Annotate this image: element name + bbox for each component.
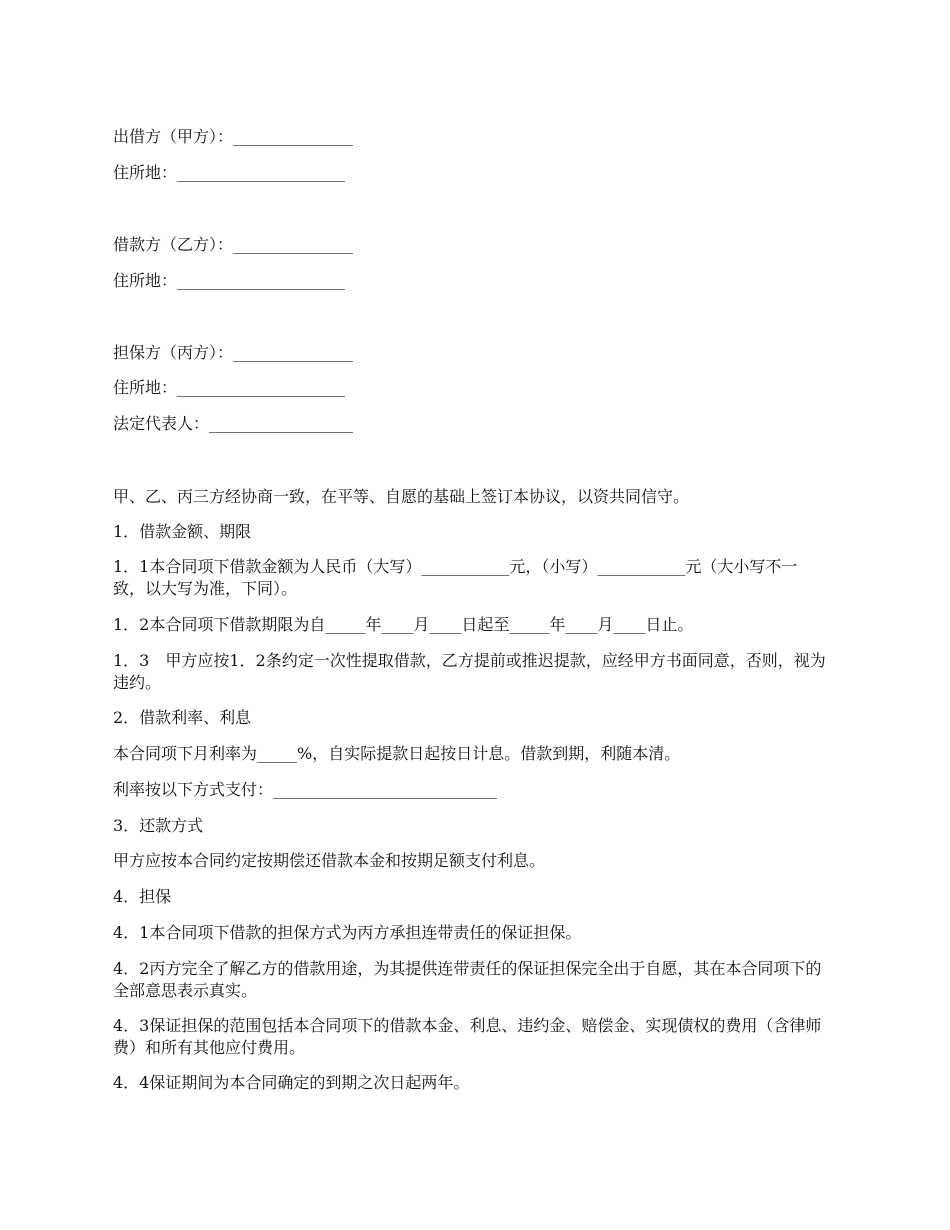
- section-3-title: 3．还款方式: [113, 816, 204, 835]
- section-2-title: 2．借款利率、利息: [113, 708, 252, 727]
- preamble: 甲、乙、丙三方经协商一致，在平等、自愿的基础上签订本协议，以资共同信守。: [113, 487, 690, 506]
- clause-4-1: 4．1本合同项下借款的担保方式为丙方承担连带责任的保证担保。: [113, 923, 582, 942]
- guarantor-line: 担保方（丙方）：_______________: [113, 343, 354, 362]
- legal-representative-line: 法定代表人：__________________: [113, 414, 354, 433]
- clause-2-1: 本合同项下月利率为_____%，自实际提款日起按日计息。借款到期，利随本清。: [113, 744, 681, 763]
- clause-4-2: 4．2丙方完全了解乙方的借款用途，为其提供连带责任的保证担保完全出于自愿，其在本合同项下的全部意思表示真实。: [113, 959, 822, 1000]
- clause-4-4: 4．4保证期间为本合同确定的到期之次日起两年。: [113, 1073, 470, 1092]
- clause-1-3: 1．3 甲方应按1．2条约定一次性提取借款，乙方提前或推迟提款，应经甲方书面同意，否则，视为违约。: [113, 651, 826, 692]
- clause-1-1: 1．1本合同项下借款金额为人民币（大写）___________元，（小写）___________元（大小写不一致，以大写为准，下同）。: [113, 557, 798, 598]
- borrower-line: 借款方（乙方）：_______________: [113, 235, 354, 254]
- section-4-title: 4．担保: [113, 887, 172, 906]
- lender-line: 出借方（甲方）：_______________: [113, 127, 354, 146]
- clause-2-2: 利率按以下方式支付：____________________________: [113, 780, 498, 799]
- section-1-title: 1．借款金额、期限: [113, 522, 252, 541]
- borrower-address-line: 住所地：_____________________: [113, 271, 346, 290]
- guarantor-address-line: 住所地：_____________________: [113, 378, 346, 397]
- clause-4-3: 4．3保证担保的范围包括本合同项下的借款本金、利息、违约金、赔偿金、实现债权的费用（含律师费）和所有其他应付费用。: [113, 1016, 822, 1057]
- clause-3-1: 甲方应按本合同约定按期偿还借款本金和按期足额支付利息。: [113, 851, 546, 870]
- clause-1-2: 1．2本合同项下借款期限为自_____年____月____日起至_____年____月____日止。: [113, 615, 694, 634]
- lender-address-line: 住所地：_____________________: [113, 163, 346, 182]
